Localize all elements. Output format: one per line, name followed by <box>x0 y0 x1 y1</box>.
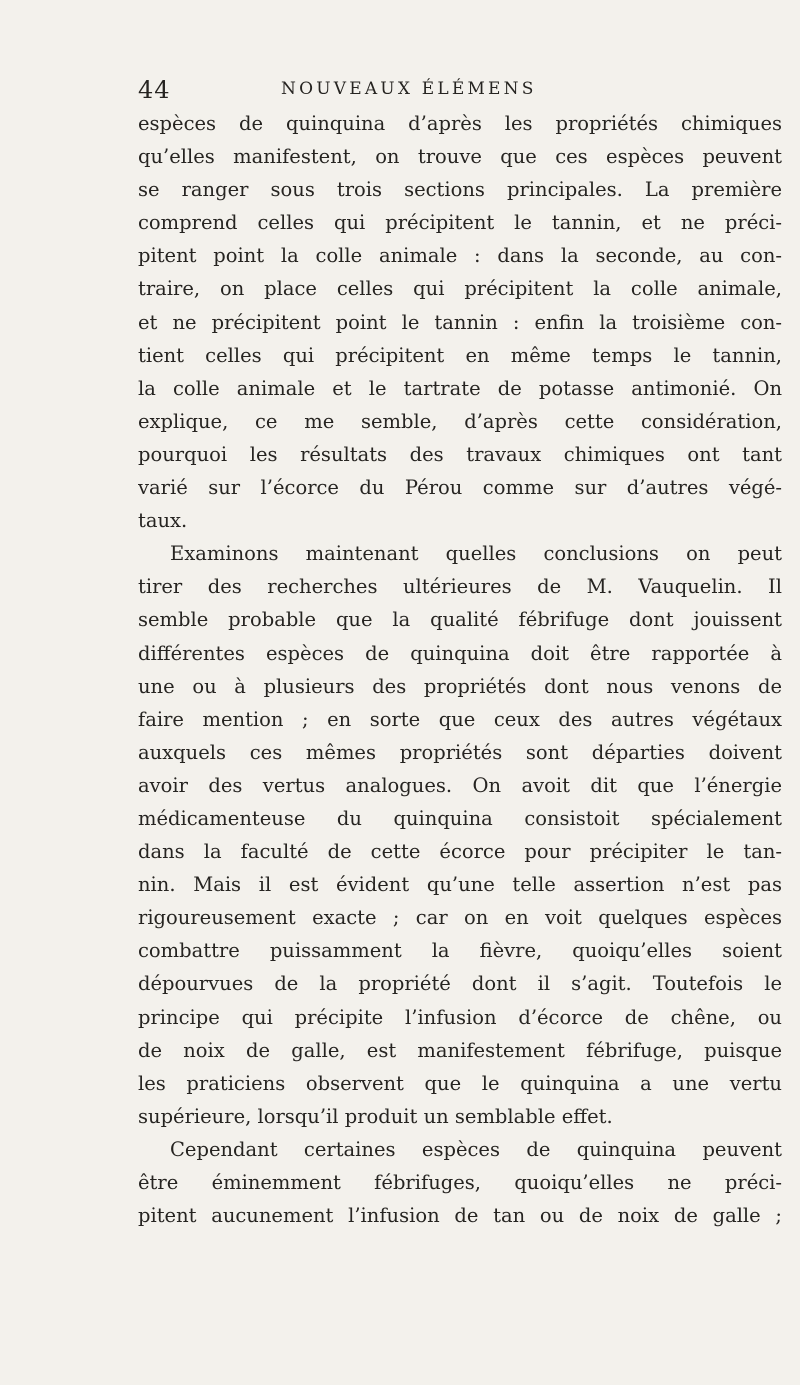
text-line: faire mention ; en sorte que ceux des autres végétaux <box>138 707 782 731</box>
text-line: taux. <box>138 509 188 533</box>
text-line: espèces de quinquina d’après les propriétés chimiques <box>138 112 782 135</box>
text-line: pitent aucunement l’infusion de tan ou de noix de galle ; <box>138 1204 782 1228</box>
text-line: tirer des recherches ultérieures de M. Vauquelin. Il <box>138 575 782 599</box>
text-line: combattre puissamment la fièvre, quoiqu’elles soient <box>138 939 782 963</box>
body-text <box>138 107 782 1232</box>
text-line: différentes espèces de quinquina doit être rapportée à <box>138 641 782 665</box>
text-line: rigoureusement exacte ; car on en voit quelques espèces <box>138 906 782 930</box>
text-line: traire, on place celles qui précipitent la colle animale, <box>138 277 782 301</box>
text-line: tient celles qui précipitent en même temps le tannin, <box>138 343 782 367</box>
text-line: pitent point la colle animale : dans la seconde, au con- <box>138 244 782 268</box>
text-line: médicamenteuse du quinquina consistoit spécialement <box>138 806 782 830</box>
text-line: semble probable que la qualité fébrifuge dont jouissent <box>138 608 782 632</box>
paragraph-1 <box>138 107 782 537</box>
text-line: pourquoi les résultats des travaux chimiques ont tant <box>138 442 782 466</box>
text-line: comprend celles qui précipitent le tannin, et ne préci- <box>138 211 782 235</box>
paragraph-2 <box>138 537 782 1133</box>
text-line: supérieure, lorsqu’il produit un semblable effet. <box>138 1104 613 1128</box>
text-line: dans la faculté de cette écorce pour précipiter le tan- <box>138 840 782 864</box>
text-line: les praticiens observent que le quinquina a une vertu <box>138 1071 782 1095</box>
text-line: explique, ce me semble, d’après cette considération, <box>138 409 782 433</box>
text-line: une ou à plusieurs des propriétés dont nous venons de <box>138 674 782 698</box>
text-line: auxquels ces mêmes propriétés sont départies doivent <box>138 740 782 764</box>
text-line: dépourvues de la propriété dont il s’agit. Toutefois le <box>138 972 782 996</box>
page-header <box>138 76 778 110</box>
text-line: avoir des vertus analogues. On avoit dit que l’énergie <box>138 773 782 797</box>
page-number: 44 <box>138 76 171 104</box>
text-line: être éminemment fébrifuges, quoiqu’elles ne préci- <box>138 1171 782 1194</box>
text-line: se ranger sous trois sections principales. La première <box>138 178 782 202</box>
text-line: Cependant certaines espèces de quinquina peuvent <box>170 1137 782 1161</box>
text-line: la colle animale et le tartrate de potasse antimonié. On <box>138 376 782 400</box>
text-line: et ne précipitent point le tannin : enfin la troisième con- <box>138 310 782 334</box>
paragraph-3 <box>138 1133 782 1232</box>
text-line: Examinons maintenant quelles conclusions on peut <box>170 542 782 566</box>
text-line: de noix de galle, est manifestement fébrifuge, puisque <box>138 1038 782 1062</box>
running-title: NOUVEAUX ÉLÉMENS <box>281 79 537 99</box>
text-line: varié sur l’écorce du Pérou comme sur d’autres végé- <box>138 476 782 500</box>
text-line: qu’elles manifestent, on trouve que ces espèces peuvent <box>138 145 782 169</box>
text-line: principe qui précipite l’infusion d’écorce de chêne, ou <box>138 1005 782 1029</box>
text-line: nin. Mais il est évident qu’une telle assertion n’est pas <box>138 873 782 897</box>
